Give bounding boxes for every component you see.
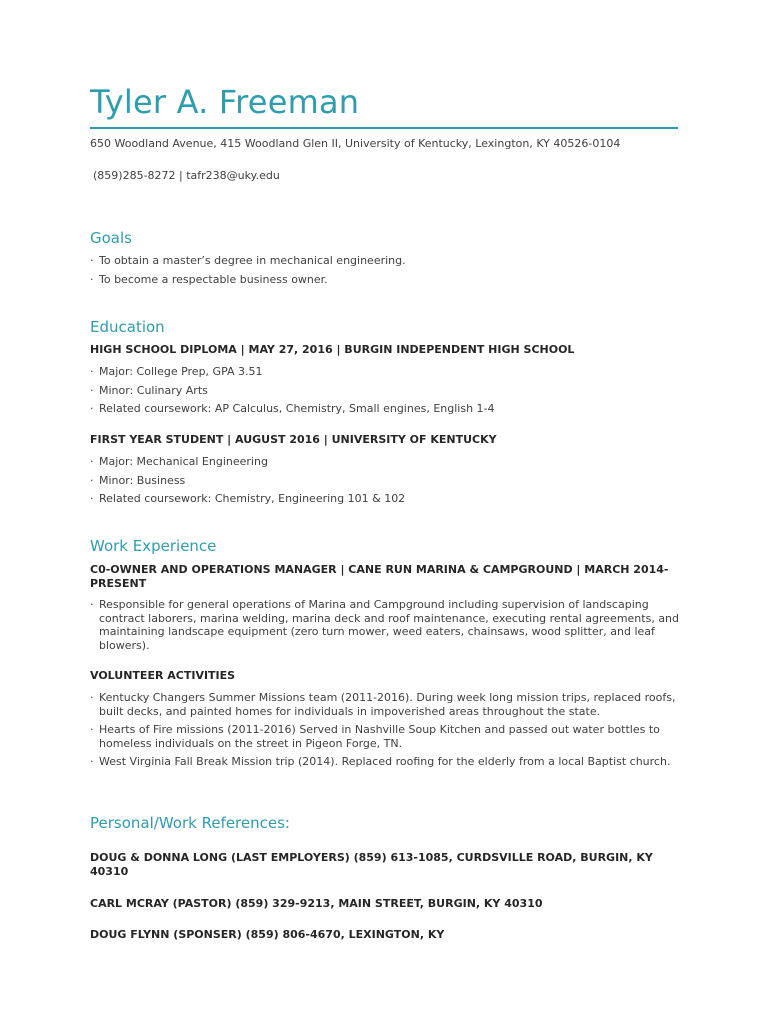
list-item: · West Virginia Fall Break Mission trip (2014). Replaced roofing for the elderly from a local Baptist church. (90, 755, 680, 769)
goals-heading: Goals (90, 229, 132, 247)
contact-address: 650 Woodland Avenue, 415 Woodland Glen II, University of Kentucky, Lexington, KY 40526-0104 (90, 137, 621, 150)
education-entry-list (90, 455, 680, 511)
header-divider (90, 127, 678, 129)
job-title: C0-OWNER AND OPERATIONS MANAGER | CANE RUN MARINA & CAMPGROUND | MARCH 2014-PRESENT (90, 563, 669, 590)
list-item: · Related coursework: AP Calculus, Chemistry, Small engines, English 1-4 (90, 402, 680, 416)
reference-entry: CARL MCRAY (PASTOR) (859) 329-9213, MAIN STREET, BURGIN, KY 40310 (90, 897, 543, 910)
list-item: · To become a respectable business owner. (90, 273, 680, 287)
resume-name: Tyler A. Freeman (90, 83, 360, 121)
list-item: · Related coursework: Chemistry, Engineering 101 & 102 (90, 492, 680, 506)
job-duties-list (90, 598, 680, 652)
list-item: · Hearts of Fire missions (2011-2016) Served in Nashville Soup Kitchen and passed out water bottles to homeless individuals on the street in Pigeon Forge, TN. (90, 723, 680, 750)
education-heading: Education (90, 318, 165, 336)
references-heading: Personal/Work References: (90, 814, 290, 832)
list-item: · Kentucky Changers Summer Missions team (2011-2016). During week long mission trips, replaced roofs, built decks, and painted homes for individuals in impoverished areas throughout the state. (90, 691, 680, 718)
list-item: · Major: College Prep, GPA 3.51 (90, 365, 680, 379)
work-experience-heading: Work Experience (90, 537, 217, 555)
volunteer-title: VOLUNTEER ACTIVITIES (90, 669, 236, 682)
list-item: · Minor: Culinary Arts (90, 384, 680, 398)
reference-entry: DOUG & DONNA LONG (LAST EMPLOYERS) (859) 613-1085, CURDSVILLE ROAD, BURGIN, KY 40310 (90, 851, 653, 878)
education-entry-title: FIRST YEAR STUDENT | AUGUST 2016 | UNIVERSITY OF KENTUCKY (90, 433, 497, 446)
education-entry-list (90, 365, 680, 421)
reference-entry: DOUG FLYNN (SPONSER) (859) 806-4670, LEXINGTON, KY (90, 928, 445, 941)
education-entry-title: HIGH SCHOOL DIPLOMA | MAY 27, 2016 | BURGIN INDEPENDENT HIGH SCHOOL (90, 343, 575, 356)
list-item: · Responsible for general operations of Marina and Campground including supervision of landscaping contract laborers, marina welding, marina deck and roof maintenance, executing rental agreements, and maintaining landscape equipment (zero turn mower, weed eaters, chainsaws, wood splitter, and leaf blowers). (90, 598, 680, 652)
goals-list (90, 254, 680, 291)
contact-phone-email: (859)285-8272 | tafr238@uky.edu (93, 169, 280, 182)
list-item: · Minor: Business (90, 474, 680, 488)
list-item: · To obtain a master’s degree in mechanical engineering. (90, 254, 680, 268)
volunteer-list (90, 691, 680, 774)
list-item: · Major: Mechanical Engineering (90, 455, 680, 469)
